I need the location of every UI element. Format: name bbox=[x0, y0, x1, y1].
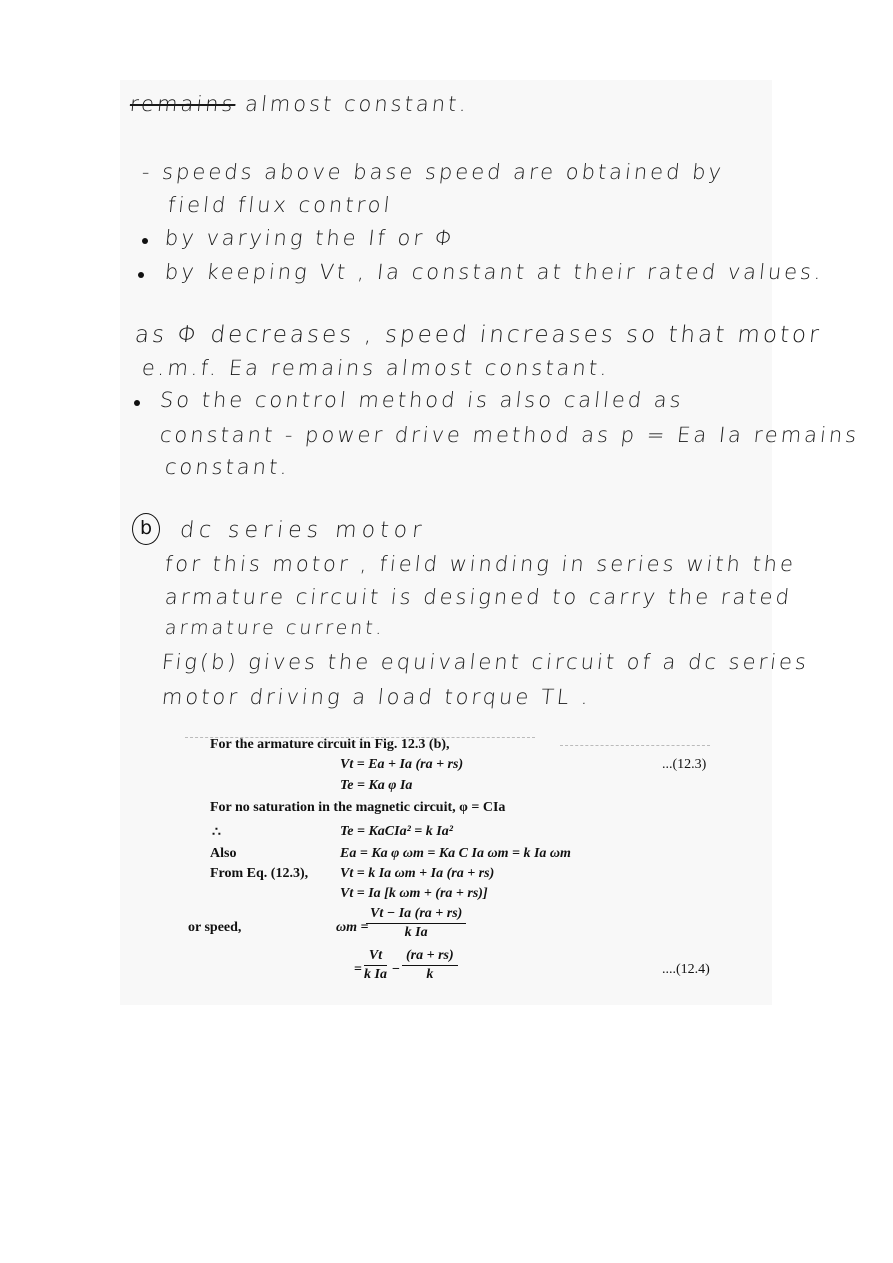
equation-emf: Ea = Ka φ ωm = Ka C Ia ωm = k Ia ωm bbox=[340, 846, 571, 861]
note-line-8: So the control method is also called as bbox=[158, 388, 685, 412]
equation-omega-label: ωm = bbox=[336, 920, 369, 935]
equals-sign: = bbox=[354, 962, 362, 977]
equation-voltage-1: Vt = k Ia ωm + Ia (ra + rs) bbox=[340, 866, 495, 881]
note-line-1 bbox=[129, 92, 471, 116]
printed-or-speed: or speed, bbox=[188, 920, 242, 935]
note-line-1-rest: almost constant. bbox=[243, 92, 471, 116]
fraction-numerator: (ra + rs) bbox=[402, 948, 458, 966]
note-line-13: armature current. bbox=[163, 617, 386, 639]
therefore-symbol: ∴ bbox=[212, 825, 221, 840]
note-line-12: armature circuit is designed to carry the rated bbox=[163, 585, 794, 609]
note-line-9: constant - power drive method as p = Ea Ia remains bbox=[158, 423, 861, 447]
fraction-resistance bbox=[402, 948, 458, 983]
note-line-10: constant. bbox=[163, 455, 292, 479]
note-line-6: as Φ decreases , speed increases so that motor bbox=[133, 322, 823, 348]
bullet-dot bbox=[134, 400, 140, 406]
struck-word: remains bbox=[128, 92, 237, 116]
equation-number: ...(12.3) bbox=[662, 757, 707, 772]
equation-number: ....(12.4) bbox=[662, 962, 710, 977]
divider-line bbox=[560, 745, 710, 746]
printed-no-saturation: For no saturation in the magnetic circuit, φ = CIa bbox=[210, 800, 506, 815]
note-line-11: for this motor , field winding in series with the bbox=[163, 552, 798, 576]
equation-torque-k: Te = KaCIa² = k Ia² bbox=[340, 824, 453, 839]
equation-voltage-2: Vt = Ia [k ωm + (ra + rs)] bbox=[340, 886, 488, 901]
note-line-14: Fig(b) gives the equivalent circuit of a dc series bbox=[160, 650, 811, 674]
section-label-circle: b bbox=[132, 513, 160, 545]
note-line-3: field flux control bbox=[166, 193, 394, 217]
fraction-numerator: Vt bbox=[364, 948, 387, 966]
fraction-denominator: k bbox=[426, 967, 434, 982]
note-line-5: by keeping Vt , Ia constant at their rated values. bbox=[163, 260, 826, 284]
fraction-speed bbox=[366, 906, 466, 941]
bullet-dot bbox=[138, 272, 144, 278]
fraction-denominator: k Ia bbox=[364, 967, 387, 982]
minus-sign: − bbox=[392, 962, 400, 977]
equation-torque: Te = Ka φ Ia bbox=[340, 778, 413, 793]
fraction-vt bbox=[364, 948, 387, 983]
note-line-7: e.m.f. Ea remains almost constant. bbox=[140, 356, 612, 380]
note-line-15: motor driving a load torque TL . bbox=[160, 685, 593, 709]
printed-from-eq: From Eq. (12.3), bbox=[210, 866, 309, 881]
section-title: dc series motor bbox=[178, 518, 428, 543]
fraction-denominator: k Ia bbox=[404, 925, 428, 940]
fraction-numerator: Vt − Ia (ra + rs) bbox=[366, 906, 466, 924]
note-line-4: by varying the If or Φ bbox=[163, 226, 458, 250]
printed-intro: For the armature circuit in Fig. 12.3 (b), bbox=[210, 737, 450, 752]
equation-12-3: Vt = Ea + Ia (ra + rs) bbox=[340, 757, 464, 772]
note-line-2: - speeds above base speed are obtained by bbox=[140, 160, 726, 184]
printed-also: Also bbox=[210, 846, 237, 861]
bullet-dot bbox=[142, 238, 148, 244]
